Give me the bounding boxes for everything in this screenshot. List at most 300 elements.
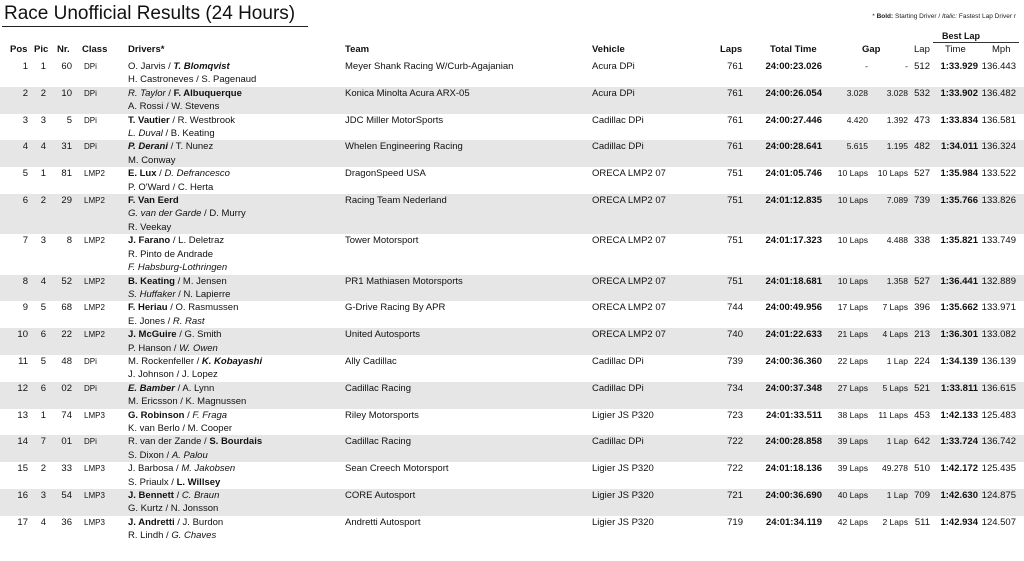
driver-name: G. Chaves bbox=[171, 530, 217, 542]
cell-nr: 29 bbox=[61, 195, 72, 207]
cell-vehicle: Acura DPi bbox=[592, 61, 635, 72]
cell-best-lap-number: 739 bbox=[914, 195, 930, 207]
cell-best-lap-time: 1:36.301 bbox=[940, 329, 978, 341]
cell-vehicle: Acura DPi bbox=[592, 87, 635, 99]
driver-line bbox=[128, 409, 338, 422]
driver-line bbox=[128, 127, 338, 140]
driver-name: E. Bamber bbox=[128, 382, 175, 394]
cell-drivers bbox=[128, 114, 338, 141]
cell-pic: 2 bbox=[40, 87, 46, 99]
driver-line bbox=[128, 234, 338, 247]
cell-class: DPi bbox=[84, 356, 97, 366]
cell-vehicle: Ligier JS P320 bbox=[592, 490, 654, 501]
cell-pic: 6 bbox=[40, 382, 46, 394]
driver-line bbox=[128, 422, 338, 435]
driver-line bbox=[128, 288, 338, 301]
cell-best-lap-time: 1:36.441 bbox=[940, 275, 978, 287]
driver-name: G. Kurtz / N. Jonsson bbox=[128, 503, 219, 515]
driver-line bbox=[128, 529, 338, 542]
cell-interval: 3.028 bbox=[886, 87, 908, 98]
driver-line bbox=[128, 516, 338, 529]
driver-name: W. Owen bbox=[179, 342, 218, 354]
cell-class: DPi bbox=[84, 437, 97, 447]
driver-name: D. Defrancesco bbox=[164, 168, 230, 180]
cell-best-lap-mph: 136.443 bbox=[981, 61, 1016, 72]
cell-vehicle: ORECA LMP2 07 bbox=[592, 275, 666, 287]
driver-line bbox=[128, 502, 338, 515]
cell-best-lap-mph: 136.482 bbox=[981, 87, 1016, 99]
driver-line bbox=[128, 221, 338, 234]
cell-class: LMP2 bbox=[84, 330, 105, 340]
cell-laps: 744 bbox=[727, 302, 743, 314]
table-row bbox=[0, 140, 1024, 167]
header-laps: Laps bbox=[720, 44, 743, 55]
cell-interval: 1 Lap bbox=[886, 355, 908, 366]
driver-name: / L. Deletraz bbox=[170, 235, 225, 247]
header-vehicle: Vehicle bbox=[592, 44, 625, 55]
cell-drivers bbox=[128, 435, 338, 462]
cell-gap: 10 Laps bbox=[837, 195, 868, 206]
cell-nr: 22 bbox=[61, 329, 72, 341]
cell-pos: 9 bbox=[22, 302, 28, 314]
legend-note bbox=[872, 13, 1016, 20]
driver-name: / bbox=[184, 409, 193, 421]
driver-name: M. Ericsson / K. Magnussen bbox=[128, 396, 247, 408]
cell-vehicle: ORECA LMP2 07 bbox=[592, 168, 666, 180]
legend-bold-text: Starting Driver / bbox=[893, 13, 942, 20]
legend-italic-label: Italic: bbox=[941, 13, 958, 20]
cell-best-lap-time: 1:42.133 bbox=[940, 409, 978, 421]
cell-best-lap-number: 642 bbox=[914, 436, 930, 448]
driver-name: H. Castroneves / S. Pagenaud bbox=[128, 74, 257, 86]
driver-name: / M. Jensen bbox=[174, 275, 227, 287]
driver-name: P. Derani bbox=[128, 141, 168, 153]
cell-best-lap-time: 1:35.821 bbox=[940, 235, 978, 247]
cell-team: PR1 Mathiasen Motorsports bbox=[345, 275, 463, 287]
cell-interval: 1.392 bbox=[886, 114, 908, 125]
header-time: Time bbox=[945, 44, 966, 55]
driver-name: F. Albuquerque bbox=[173, 87, 242, 99]
cell-gap: 17 Laps bbox=[837, 302, 868, 313]
driver-name: L. Willsey bbox=[176, 476, 221, 488]
cell-total-time: 24:01:33.511 bbox=[766, 409, 822, 421]
driver-line bbox=[128, 248, 338, 261]
cell-laps: 751 bbox=[727, 235, 743, 247]
legend-bold-label: Bold: bbox=[876, 13, 894, 20]
driver-name: / D. Murry bbox=[201, 208, 246, 220]
cell-pos: 11 bbox=[18, 355, 28, 367]
cell-gap: 5.615 bbox=[846, 141, 868, 152]
cell-gap: 38 Laps bbox=[837, 409, 868, 420]
cell-best-lap-time: 1:35.984 bbox=[940, 168, 978, 180]
cell-drivers bbox=[128, 355, 338, 382]
cell-best-lap-time: 1:33.811 bbox=[941, 382, 978, 394]
cell-pos: 12 bbox=[17, 382, 28, 394]
cell-drivers bbox=[128, 275, 338, 302]
cell-interval: - bbox=[905, 61, 908, 71]
cell-class: LMP3 bbox=[84, 491, 105, 500]
cell-gap: 42 Laps bbox=[837, 516, 868, 527]
cell-best-lap-number: 512 bbox=[914, 61, 930, 72]
cell-nr: 48 bbox=[61, 355, 72, 367]
cell-best-lap-time: 1:35.766 bbox=[940, 195, 978, 207]
cell-pos: 1 bbox=[22, 61, 28, 72]
cell-interval: 4 Laps bbox=[882, 329, 908, 340]
table-row bbox=[0, 167, 1024, 194]
cell-best-lap-number: 521 bbox=[914, 382, 930, 394]
table-row bbox=[0, 328, 1024, 355]
cell-pic: 4 bbox=[40, 275, 46, 287]
cell-total-time: 24:01:12.835 bbox=[765, 195, 822, 207]
driver-name: M. Conway bbox=[128, 154, 176, 166]
cell-gap: 4.420 bbox=[846, 114, 868, 125]
cell-laps: 761 bbox=[727, 61, 743, 72]
header-mph: Mph bbox=[992, 44, 1011, 55]
driver-name: G. Robinson bbox=[128, 409, 185, 421]
cell-class: DPi bbox=[84, 115, 97, 125]
driver-name: K. van Berlo / M. Cooper bbox=[128, 422, 233, 434]
cell-nr: 74 bbox=[61, 409, 72, 421]
driver-line bbox=[128, 301, 338, 314]
cell-team: Ally Cadillac bbox=[345, 355, 397, 367]
cell-pos: 10 bbox=[17, 329, 28, 341]
cell-total-time: 24:00:28.641 bbox=[765, 141, 822, 153]
legend-prefix: * bbox=[872, 13, 877, 20]
driver-name: O. Jarvis bbox=[128, 61, 166, 72]
header-total-time: Total Time bbox=[770, 44, 817, 55]
driver-line bbox=[128, 261, 338, 274]
cell-best-lap-mph: 133.971 bbox=[981, 302, 1016, 314]
driver-line bbox=[128, 476, 338, 489]
driver-line bbox=[128, 395, 338, 408]
cell-pos: 2 bbox=[22, 87, 28, 99]
cell-drivers bbox=[128, 301, 338, 328]
cell-best-lap-mph: 125.483 bbox=[981, 409, 1016, 421]
cell-nr: 8 bbox=[66, 235, 72, 247]
driver-line bbox=[128, 73, 338, 86]
title-underline bbox=[2, 26, 308, 27]
driver-name: / B. Keating bbox=[162, 128, 215, 140]
driver-name: R. van der Zande / bbox=[128, 436, 210, 448]
best-lap-group-rule bbox=[933, 42, 1019, 43]
driver-name: / T. Nunez bbox=[167, 141, 214, 153]
cell-pic: 4 bbox=[40, 141, 46, 153]
driver-line bbox=[128, 462, 338, 475]
table-row bbox=[0, 489, 1024, 516]
cell-team: DragonSpeed USA bbox=[345, 168, 426, 180]
cell-interval: 4.488 bbox=[886, 235, 908, 246]
cell-pic: 4 bbox=[40, 516, 46, 528]
cell-best-lap-time: 1:42.172 bbox=[940, 463, 978, 475]
driver-name: / J. Burdon bbox=[174, 516, 224, 528]
table-row bbox=[0, 60, 1024, 87]
header-class: Class bbox=[82, 44, 108, 55]
driver-name: E. Jones / bbox=[128, 315, 173, 327]
driver-name: R. Rast bbox=[172, 315, 205, 327]
best-lap-group-header: Best Lap bbox=[941, 31, 980, 41]
driver-name: E. Lux bbox=[128, 168, 157, 180]
driver-line bbox=[128, 114, 338, 127]
cell-gap: - bbox=[865, 61, 868, 71]
driver-line bbox=[128, 275, 338, 288]
driver-line bbox=[128, 355, 338, 368]
cell-drivers bbox=[128, 234, 338, 274]
cell-interval: 11 Laps bbox=[878, 409, 908, 420]
driver-name: C. Braun bbox=[181, 490, 220, 501]
header-team: Team bbox=[345, 44, 370, 55]
cell-vehicle: ORECA LMP2 07 bbox=[592, 302, 666, 314]
driver-name: / bbox=[173, 490, 182, 501]
cell-best-lap-time: 1:34.139 bbox=[940, 355, 978, 367]
cell-pic: 2 bbox=[40, 195, 46, 207]
header-lap: Lap bbox=[914, 44, 930, 55]
driver-name: / R. Westbrook bbox=[169, 114, 236, 126]
cell-vehicle: Cadillac DPi bbox=[592, 141, 644, 153]
driver-name: F. Van Eerd bbox=[128, 195, 179, 207]
cell-drivers bbox=[128, 382, 338, 409]
cell-interval: 2 Laps bbox=[882, 516, 908, 527]
driver-name: / A. Lynn bbox=[175, 382, 215, 394]
cell-interval: 7.089 bbox=[886, 195, 908, 206]
cell-team: Konica Minolta Acura ARX-05 bbox=[345, 87, 470, 99]
cell-pos: 6 bbox=[22, 195, 28, 207]
driver-name: / bbox=[165, 61, 174, 72]
table-row bbox=[0, 462, 1024, 489]
cell-team: Sean Creech Motorsport bbox=[345, 463, 449, 475]
driver-name: L. Duval bbox=[128, 128, 163, 140]
cell-gap: 22 Laps bbox=[837, 355, 868, 366]
table-header bbox=[0, 44, 1024, 58]
driver-name: R. Lindh / bbox=[128, 530, 172, 542]
cell-team: United Autosports bbox=[345, 329, 420, 341]
cell-class: DPi bbox=[84, 62, 97, 71]
cell-best-lap-mph: 132.889 bbox=[981, 275, 1016, 287]
cell-nr: 5 bbox=[66, 114, 72, 126]
driver-name: / N. Lapierre bbox=[175, 288, 231, 300]
cell-best-lap-number: 453 bbox=[914, 409, 930, 421]
driver-name: B. Keating bbox=[128, 275, 175, 287]
cell-drivers bbox=[128, 167, 338, 194]
cell-total-time: 24:00:23.026 bbox=[765, 61, 822, 72]
cell-laps: 751 bbox=[727, 168, 743, 180]
cell-best-lap-mph: 133.082 bbox=[981, 329, 1016, 341]
cell-pic: 2 bbox=[40, 463, 46, 475]
driver-line bbox=[128, 87, 338, 100]
driver-name: T. Blomqvist bbox=[173, 61, 230, 72]
cell-class: LMP2 bbox=[84, 276, 105, 286]
cell-best-lap-time: 1:34.011 bbox=[941, 141, 978, 153]
cell-team: G-Drive Racing By APR bbox=[345, 302, 446, 314]
cell-best-lap-mph: 136.139 bbox=[981, 355, 1016, 367]
cell-vehicle: Cadillac DPi bbox=[592, 355, 644, 367]
cell-drivers bbox=[128, 462, 338, 489]
cell-best-lap-time: 1:33.929 bbox=[940, 61, 978, 72]
driver-name: P. O'Ward / C. Herta bbox=[128, 181, 214, 193]
cell-team: Riley Motorsports bbox=[345, 409, 419, 421]
cell-pos: 15 bbox=[17, 463, 28, 475]
driver-line bbox=[128, 60, 338, 73]
cell-interval: 1 Lap bbox=[886, 490, 908, 500]
results-table bbox=[0, 60, 1024, 543]
cell-drivers bbox=[128, 87, 338, 114]
driver-name: T. Vautier bbox=[128, 114, 170, 126]
cell-laps: 761 bbox=[727, 114, 743, 126]
cell-laps: 740 bbox=[727, 329, 743, 341]
cell-drivers bbox=[128, 60, 338, 87]
cell-laps: 761 bbox=[727, 141, 743, 153]
cell-best-lap-mph: 133.826 bbox=[981, 195, 1016, 207]
driver-name: A. Rossi / W. Stevens bbox=[128, 101, 220, 113]
cell-total-time: 24:01:18.681 bbox=[765, 275, 822, 287]
driver-line bbox=[128, 167, 338, 180]
cell-nr: 02 bbox=[61, 382, 72, 394]
driver-name: F. Habsburg-Lothringen bbox=[128, 262, 228, 274]
cell-best-lap-mph: 124.875 bbox=[981, 490, 1016, 501]
driver-line bbox=[128, 342, 338, 355]
header-pos: Pos bbox=[10, 44, 28, 55]
cell-nr: 33 bbox=[61, 463, 72, 475]
cell-total-time: 24:01:18.136 bbox=[765, 463, 822, 475]
cell-pos: 14 bbox=[17, 436, 28, 448]
cell-gap: 27 Laps bbox=[837, 382, 868, 393]
cell-nr: 81 bbox=[61, 168, 72, 180]
driver-name: S. Priaulx / bbox=[128, 476, 177, 488]
cell-best-lap-mph: 125.435 bbox=[981, 463, 1016, 475]
cell-gap: 21 Laps bbox=[837, 329, 868, 340]
cell-vehicle: Ligier JS P320 bbox=[592, 409, 654, 421]
cell-laps: 719 bbox=[727, 516, 743, 528]
cell-class: DPi bbox=[84, 142, 97, 152]
table-row bbox=[0, 355, 1024, 382]
table-row bbox=[0, 382, 1024, 409]
driver-line bbox=[128, 435, 338, 448]
driver-name: S. Dixon / bbox=[128, 449, 172, 461]
table-row bbox=[0, 275, 1024, 302]
cell-laps: 739 bbox=[727, 355, 743, 367]
page-title: Race Unofficial Results (24 Hours) bbox=[4, 3, 296, 24]
cell-best-lap-time: 1:33.724 bbox=[940, 436, 978, 448]
cell-vehicle: ORECA LMP2 07 bbox=[592, 329, 666, 341]
driver-name: F. Heriau bbox=[128, 302, 168, 314]
driver-line bbox=[128, 382, 338, 395]
table-row bbox=[0, 87, 1024, 114]
cell-nr: 10 bbox=[61, 87, 72, 99]
cell-total-time: 24:00:27.446 bbox=[765, 114, 822, 126]
driver-line bbox=[128, 181, 338, 194]
cell-best-lap-number: 527 bbox=[914, 168, 930, 180]
cell-team: JDC Miller MotorSports bbox=[345, 114, 444, 126]
cell-best-lap-number: 527 bbox=[914, 275, 930, 287]
driver-name: K. Kobayashi bbox=[201, 355, 263, 367]
cell-gap: 10 Laps bbox=[837, 168, 868, 179]
driver-line bbox=[128, 489, 338, 502]
driver-line bbox=[128, 328, 338, 341]
cell-pic: 7 bbox=[40, 436, 46, 448]
cell-drivers bbox=[128, 516, 338, 543]
driver-name: M. Jakobsen bbox=[181, 463, 236, 475]
cell-best-lap-mph: 136.324 bbox=[981, 141, 1016, 153]
cell-best-lap-mph: 136.742 bbox=[981, 436, 1016, 448]
cell-best-lap-number: 709 bbox=[914, 490, 930, 501]
driver-name: F. Fraga bbox=[192, 409, 228, 421]
cell-best-lap-number: 224 bbox=[914, 355, 930, 367]
cell-gap: 10 Laps bbox=[837, 275, 868, 286]
cell-total-time: 24:01:05.746 bbox=[765, 168, 822, 180]
cell-total-time: 24:01:22.633 bbox=[765, 329, 822, 341]
cell-gap: 39 Laps bbox=[837, 436, 868, 447]
cell-class: LMP2 bbox=[84, 236, 105, 246]
cell-interval: 5 Laps bbox=[882, 382, 908, 393]
cell-vehicle: Cadillac DPi bbox=[592, 382, 644, 394]
cell-laps: 751 bbox=[727, 275, 743, 287]
driver-name: J. Farano bbox=[128, 235, 171, 247]
cell-pic: 1 bbox=[40, 168, 46, 180]
cell-pic: 5 bbox=[40, 355, 46, 367]
cell-pic: 1 bbox=[40, 409, 46, 421]
cell-laps: 722 bbox=[727, 436, 743, 448]
cell-best-lap-number: 338 bbox=[914, 235, 930, 247]
cell-vehicle: Cadillac DPi bbox=[592, 114, 644, 126]
cell-nr: 31 bbox=[61, 141, 72, 153]
cell-team: Tower Motorsport bbox=[345, 235, 419, 247]
driver-name: R. Taylor bbox=[128, 87, 166, 99]
cell-pic: 3 bbox=[40, 490, 46, 501]
cell-laps: 721 bbox=[727, 490, 743, 501]
driver-name: M. Rockenfeller / bbox=[128, 355, 202, 367]
driver-line bbox=[128, 315, 338, 328]
cell-best-lap-time: 1:42.630 bbox=[940, 490, 978, 501]
driver-line bbox=[128, 140, 338, 153]
cell-pic: 6 bbox=[40, 329, 46, 341]
cell-pic: 3 bbox=[40, 114, 46, 126]
cell-laps: 751 bbox=[727, 195, 743, 207]
cell-drivers bbox=[128, 409, 338, 436]
cell-pos: 17 bbox=[17, 516, 28, 528]
cell-interval: 10 Laps bbox=[877, 168, 908, 179]
cell-class: LMP3 bbox=[84, 464, 105, 474]
cell-drivers bbox=[128, 194, 338, 234]
cell-pos: 13 bbox=[17, 409, 28, 421]
cell-class: LMP2 bbox=[84, 303, 105, 313]
cell-class: DPi bbox=[84, 88, 97, 98]
driver-name: J. Andretti bbox=[128, 516, 175, 528]
driver-name: S. Huffaker bbox=[128, 288, 176, 300]
cell-team: Meyer Shank Racing W/Curb-Agajanian bbox=[345, 61, 514, 72]
table-row bbox=[0, 516, 1024, 543]
cell-interval: 1.195 bbox=[886, 141, 908, 152]
driver-name: J. Bennett bbox=[128, 490, 174, 501]
cell-best-lap-mph: 136.615 bbox=[981, 382, 1016, 394]
cell-nr: 52 bbox=[61, 275, 72, 287]
cell-interval: 1.358 bbox=[886, 275, 908, 286]
driver-line bbox=[128, 194, 338, 207]
cell-interval: 7 Laps bbox=[882, 302, 908, 313]
driver-line bbox=[128, 449, 338, 462]
cell-total-time: 24:00:28.858 bbox=[765, 436, 822, 448]
cell-best-lap-mph: 133.522 bbox=[981, 168, 1016, 180]
cell-total-time: 24:01:17.323 bbox=[765, 235, 822, 247]
cell-nr: 36 bbox=[61, 516, 72, 528]
cell-vehicle: Cadillac DPi bbox=[592, 436, 644, 448]
cell-total-time: 24:00:49.956 bbox=[765, 302, 822, 314]
driver-line bbox=[128, 368, 338, 381]
cell-best-lap-number: 396 bbox=[914, 302, 930, 314]
table-row bbox=[0, 194, 1024, 234]
cell-interval: 49.278 bbox=[882, 463, 908, 474]
header-pic: Pic bbox=[34, 44, 49, 55]
cell-best-lap-number: 213 bbox=[914, 329, 930, 341]
cell-total-time: 24:00:36.690 bbox=[765, 490, 822, 501]
